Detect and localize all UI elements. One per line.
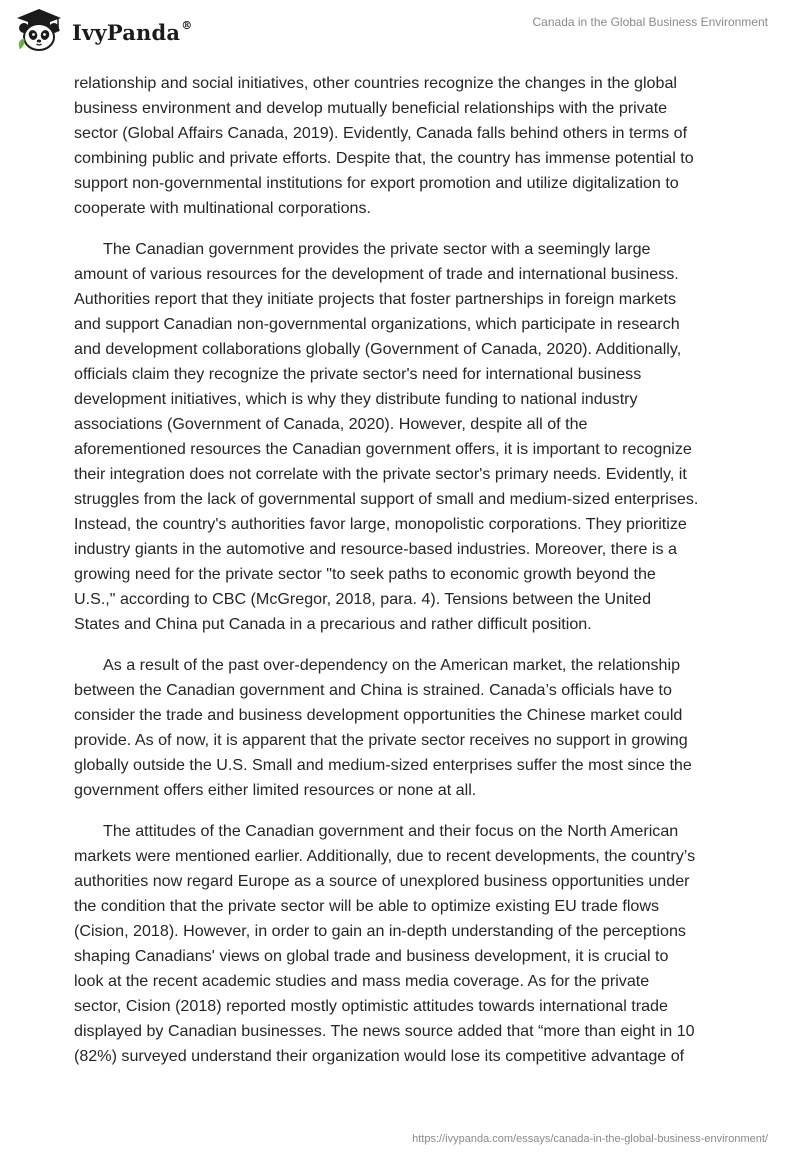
essay-body	[74, 71, 734, 1085]
source-url[interactable]: https://ivypanda.com/essays/canada-in-the-global-business-environment/	[412, 1133, 768, 1145]
page-header	[0, 0, 800, 66]
essay-paragraph: As a result of the past over-dependency on the American market, the relationship between the Canadian government and China is strained. Canada’s officials have to consider the trade and business development opportunities the Chinese market could provide. As of now, it is apparent that the private sector receives no support in growing globally outside the U.S. Small and medium-sized enterprises suffer the most since the government offers either limited resources or none at all.	[74, 656, 692, 799]
essay-paragraph: relationship and social initiatives, other countries recognize the changes in the global business environment and develop mutually beneficial relationships with the private sector (Global Affairs Canada, 2019). Evidently, Canada falls behind others in terms of combining public and private efforts. Despite that, the country has immense potential to support non-governmental institutions for export promotion and utilize digitalization to cooperate with multinational corporations.	[74, 74, 694, 217]
essay-paragraph: The Canadian government provides the private sector with a seemingly large amount of various resources for the development of trade and international business. Authorities report that they initiate projects that foster partnerships in foreign markets and support Canadian non-governmental organizations, which participate in research and development collaborations globally (Government of Canada, 2020). Additionally, officials claim they recognize the private sector's need for international business development initiatives, which is why they distribute funding to national industry associations (Government of Canada, 2020). However, despite all of the aforementioned resources the Canadian government offers, it is important to recognize their integration does not correlate with the private sector's primary needs. Evidently, it struggles from the lack of governmental support of small and medium-sized enterprises. Instead, the country's authorities favor large, monopolistic corporations. They prioritize industry giants in the automotive and resource-based industries. Moreover, there is a growing need for the private sector "to seek paths to economic growth beyond the U.S.," according to CBC (McGregor, 2018, para. 4). Tensions between the United States and China put Canada in a precarious and rather difficult position.	[74, 240, 699, 633]
panda-graduate-icon	[14, 7, 64, 53]
brand-name	[72, 20, 192, 45]
essay-paragraph: The attitudes of the Canadian government and their focus on the North American markets were mentioned earlier. Additionally, due to recent developments, the country’s authorities now regard Europe as a source of unexplored business opportunities under the condition that the private sector will be able to optimize existing EU trade flows (Cision, 2018). However, in order to gain an in-depth understanding of the perceptions shaping Canadians' views on global trade and business development, it is crucial to look at the recent academic studies and mass media coverage. As for the private sector, Cision (2018) reported mostly optimistic attitudes towards international trade displayed by Canadian businesses. The news source added that “more than eight in 10 (82%) surveyed understand their organization would lose its competitive advantage of	[74, 822, 696, 1065]
brand-name-text: IvyPanda	[72, 19, 181, 45]
registered-mark: ®	[181, 18, 193, 32]
ivypanda-logo[interactable]	[14, 7, 192, 53]
document-title: Canada in the Global Business Environment	[532, 15, 768, 29]
